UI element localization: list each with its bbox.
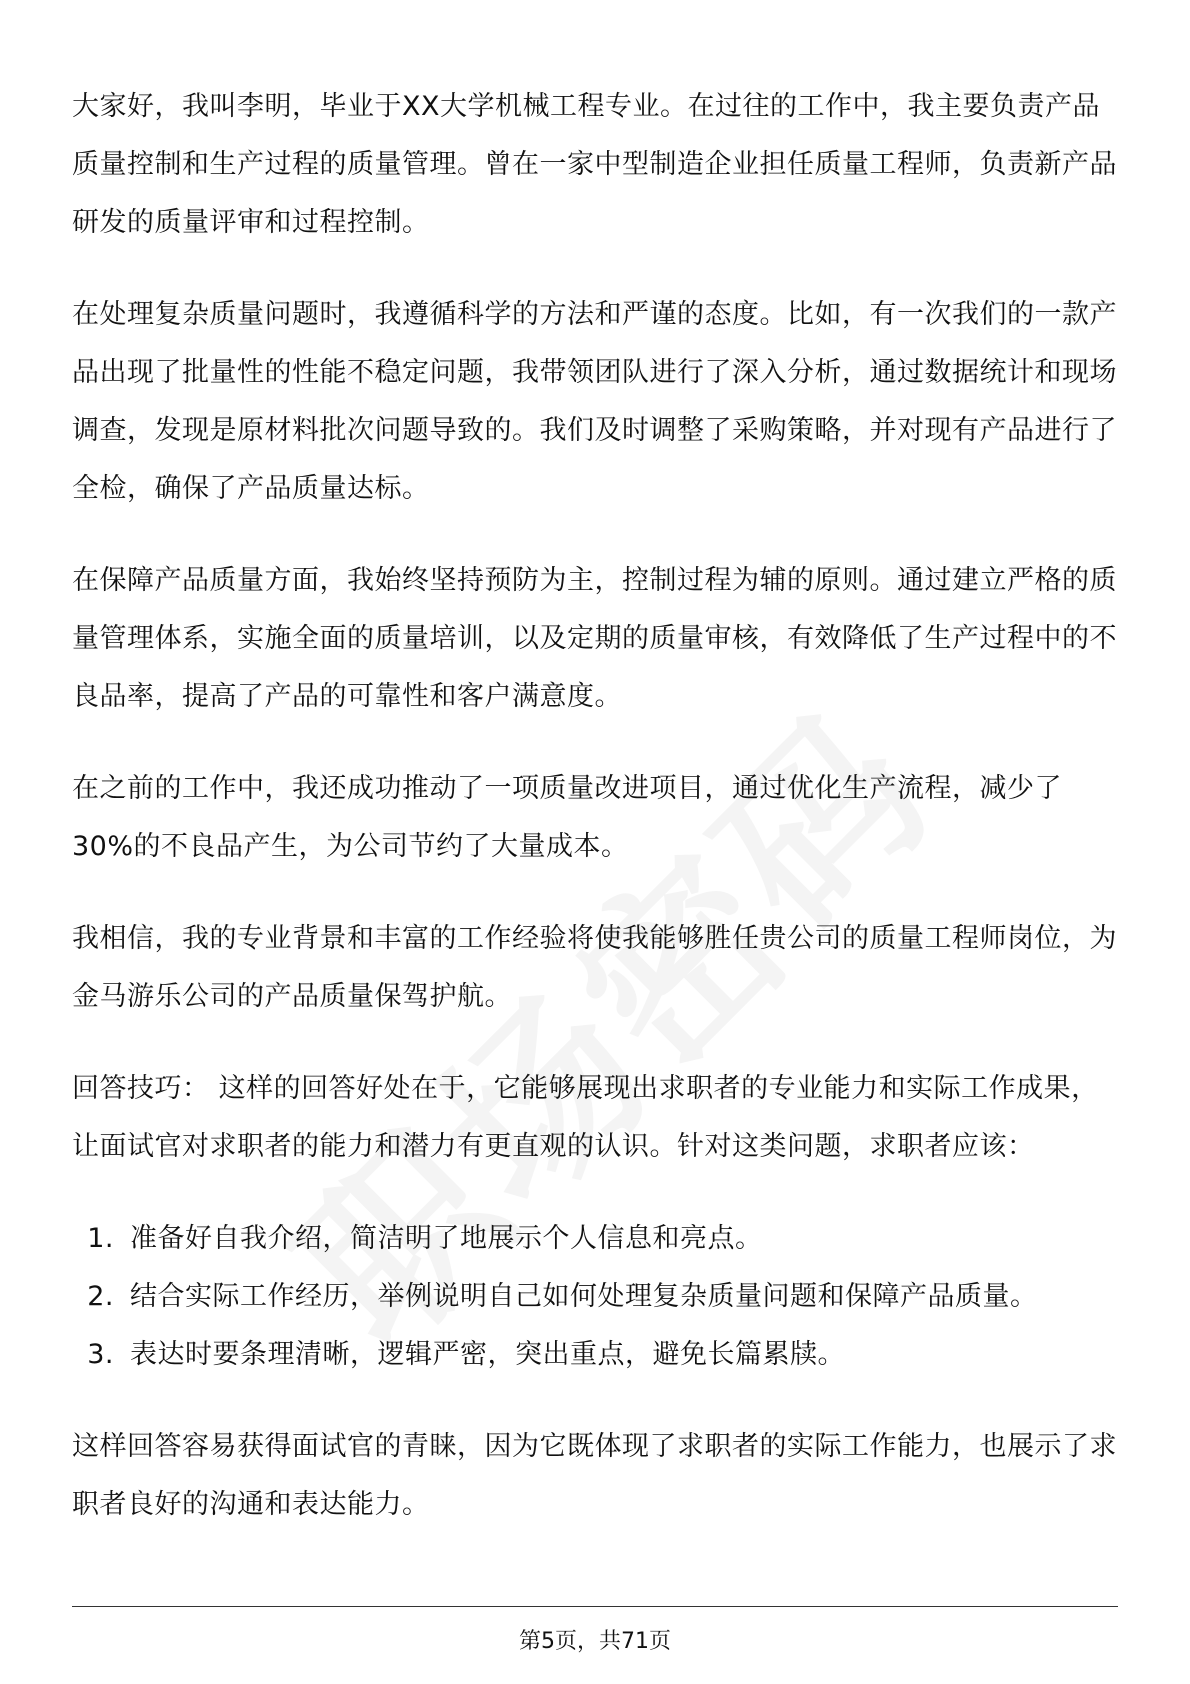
page-number: 第5页，共71页 <box>519 1629 671 1654</box>
paragraph-closing: 这样回答容易获得面试官的青睐，因为它既体现了求职者的实际工作能力，也展示了求职者良好的沟通和表达能力。 <box>72 1431 1117 1520</box>
list-number: 3. <box>87 1339 114 1370</box>
footer-divider <box>72 1606 1118 1607</box>
list-item <box>72 1210 1122 1268</box>
paragraph-answer-tips: 回答技巧： 这样的回答好处在于，它能够展现出求职者的专业能力和实际工作成果，让面试官对求职者的能力和潜力有更直观的认识。针对这类问题，求职者应该： <box>72 1073 1099 1162</box>
paragraph-problem-solving: 在处理复杂质量问题时，我遵循科学的方法和严谨的态度。比如，有一次我们的一款产品出现了批量性的性能不稳定问题，我带领团队进行了深入分析，通过数据统计和现场调查，发现是原材料批次问题导致的。我们及时调整了采购策略，并对现有产品进行了全检，确保了产品质量达标。 <box>72 299 1117 504</box>
paragraph-intro: 大家好，我叫李明，毕业于XX大学机械工程专业。在过往的工作中，我主要负责产品质量控制和生产过程的质量管理。曾在一家中型制造企业担任质量工程师，负责新产品研发的质量评审和过程控制。 <box>72 91 1117 238</box>
document-body <box>72 78 1122 1568</box>
list-number: 1. <box>87 1223 114 1254</box>
list-text: 结合实际工作经历，举例说明自己如何处理复杂质量问题和保障产品质量。 <box>130 1281 1038 1312</box>
list-text: 表达时要条理清晰，逻辑严密，突出重点，避免长篇累牍。 <box>130 1339 845 1370</box>
paragraph-conclusion: 我相信，我的专业背景和丰富的工作经验将使我能够胜任贵公司的质量工程师岗位，为金马游乐公司的产品质量保驾护航。 <box>72 923 1117 1012</box>
paragraph-quality-assurance: 在保障产品质量方面，我始终坚持预防为主，控制过程为辅的原则。通过建立严格的质量管理体系，实施全面的质量培训，以及定期的质量审核，有效降低了生产过程中的不良品率，提高了产品的可靠性和客户满意度。 <box>72 565 1117 712</box>
list-item <box>72 1268 1122 1326</box>
list-text: 准备好自我介绍，简洁明了地展示个人信息和亮点。 <box>130 1223 763 1254</box>
paragraph-improvement-project: 在之前的工作中，我还成功推动了一项质量改进项目，通过优化生产流程，减少了30%的不良品产生，为公司节约了大量成本。 <box>72 773 1062 862</box>
list-item <box>72 1326 1122 1384</box>
tips-list <box>72 1210 1122 1384</box>
list-number: 2. <box>87 1281 114 1312</box>
